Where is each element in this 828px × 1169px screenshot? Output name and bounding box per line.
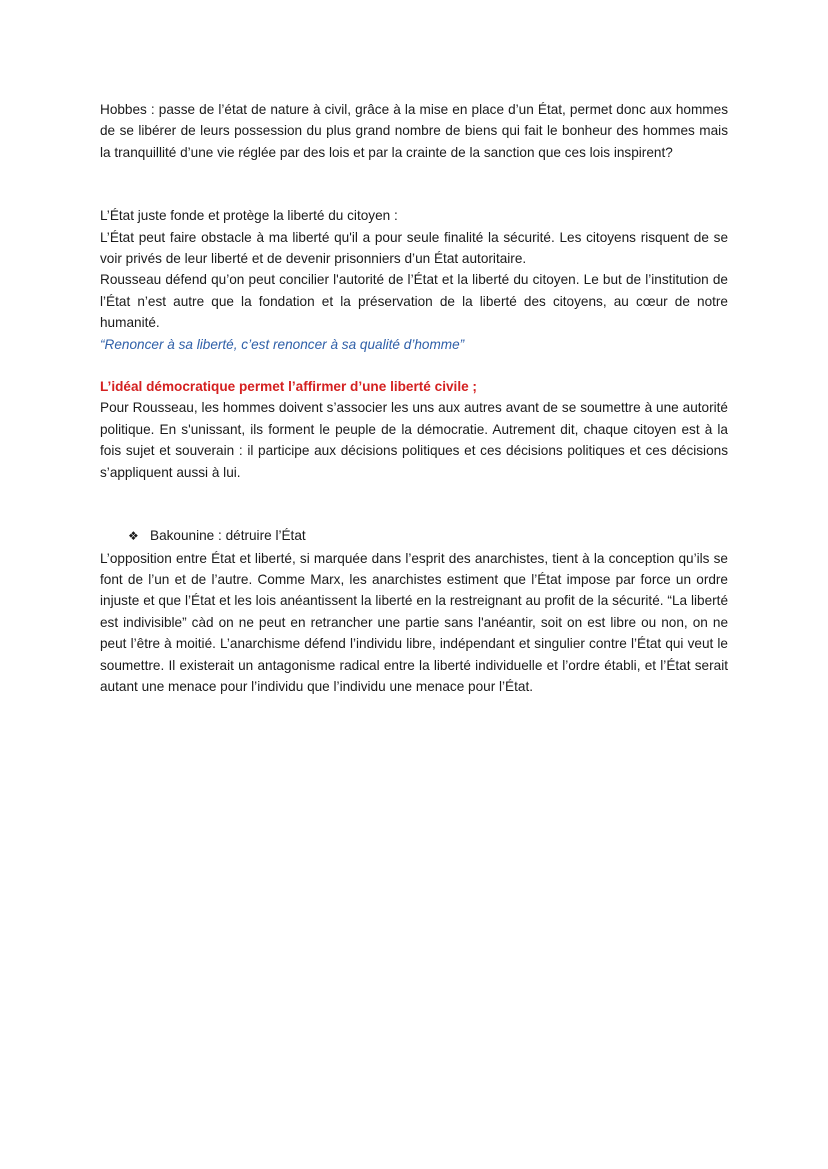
spacer: [100, 163, 728, 184]
section-paragraph-anarchisme: L’opposition entre État et liberté, si marquée dans l’esprit des anarchistes, tient à la conception qu’ils se font de l’un et de l’autre. Comme Marx, les anarchistes estiment que l’État impose par force un ordre injuste et que l’État et les lois anéantissent la liberté en la restreignant au profit de la sécurité. “La liberté est indivisible” càd on ne peut en retrancher une partie sans l'anéantir, soit on est libre ou non, on ne peut l’être à moitié. L’anarchisme défend l’individu libre, indépendant et singulier contre l’État qui veut le soumettre. Il existerait un antagonisme radical entre la liberté individuelle et l’ordre établi, et l’État serait autant une menace pour l’individu que l’individu une menace pour l’État.: [100, 550, 728, 694]
spacer: [100, 504, 728, 525]
section-heading-ideal-democratique: L’idéal démocratique permet l’affirmer d’une liberté civile ;: [100, 379, 477, 395]
section-paragraph-obstacle: L’État peut faire obstacle à ma liberté qu'il a pour seule finalité la sécurité. Les citoyens risquent de se voir privés de leur liberté et de devenir prisonniers d’un État autoritaire.: [100, 229, 728, 267]
spacer: [100, 184, 728, 205]
section-paragraph-rousseau: Rousseau défend qu’on peut concilier l'autorité de l’État et la liberté du citoyen. Le but de l’institution de l’État n’est autre que la fondation et la préservation de la liberté des citoyens, au cœur de notre humanité.: [100, 272, 728, 331]
section-title-etat-juste: L’État juste fonde et protège la liberté du citoyen :: [100, 208, 398, 224]
bullet-title: Bakounine : détruire l’État: [150, 528, 306, 544]
hobbes-paragraph: Hobbes : passe de l’état de nature à civil, grâce à la mise en place d’un État, permet donc aux hommes de se libérer de leurs possession du plus grand nombre de biens qui fait le bonheur des hommes mais la tranquillité d’une vie réglée par des lois et par la crainte de la sanction que ces lois inspirent?: [100, 102, 728, 160]
diamond-bullet-icon: ❖: [128, 529, 139, 544]
document-page: [100, 99, 728, 697]
section-paragraph-democratie: Pour Rousseau, les hommes doivent s’associer les uns aux autres avant de se soumettre à une autorité politique. En s'unissant, ils forment le peuple de la démocratie. Autrement dit, chaque citoyen est à la fois sujet et souverain : il participe aux décisions politiques et ces décisions politiques et ces décisions s’appliquent aussi à lui.: [100, 400, 728, 480]
spacer: [100, 483, 728, 504]
bullet-item-bakounine: [100, 525, 728, 547]
rousseau-quote: “Renoncer à sa liberté, c’est renoncer à sa qualité d’homme”: [100, 336, 465, 352]
spacer: [100, 355, 728, 376]
